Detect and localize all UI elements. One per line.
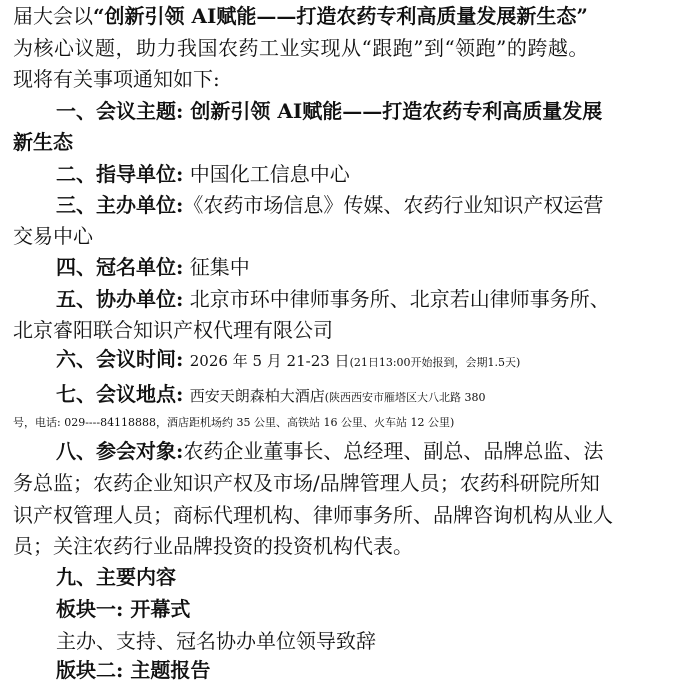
- item-venue-note: (陕西西安市雁塔区大八北路 380: [324, 391, 486, 404]
- item-theme-cont: 新生态: [13, 130, 73, 154]
- item-host-cont: 交易中心: [13, 224, 93, 248]
- item-time-label: 六、会议时间:: [56, 347, 184, 371]
- item-title-sponsor: [56, 253, 680, 281]
- item-theme-label: 一、会议主题:: [56, 99, 184, 123]
- item-venue-label: 七、会议地点:: [56, 382, 184, 406]
- item-co-org-cont: 北京睿阳联合知识产权代理有限公司: [13, 318, 333, 342]
- block1-text: 主办、支持、冠名协办单位领导致辞: [56, 629, 376, 653]
- item-audience-cont-3: 员；关注农药行业品牌投资的投资机构代表。: [13, 534, 413, 558]
- item-title-sponsor-label: 四、冠名单位:: [56, 255, 184, 279]
- intro-line-2: 为核心议题，助力我国农药工业实现从“跟跑”到“领跑”的跨越。: [13, 36, 589, 60]
- item-time-value: 2026 年 5 月 21-23 日: [189, 352, 350, 370]
- intro-lead: 届大会以: [13, 4, 93, 28]
- intro-line-1: [13, 2, 680, 30]
- item-audience-cont-1: 务总监；农药企业知识产权及市场/品牌管理人员；农药科研院所知: [13, 471, 600, 495]
- item-guide-label: 二、指导单位:: [56, 162, 184, 186]
- item-host: [56, 191, 680, 219]
- item-co-org-value: 北京市环中律师事务所、北京若山律师事务所、: [189, 287, 610, 311]
- block2-title: 版块二: 主题报告: [56, 658, 211, 682]
- item-audience-cont-2: 识产权管理人员；商标代理机构、律师事务所、品牌咨询机构从业人: [13, 503, 613, 527]
- item-host-value: 《农药市场信息》传媒、农药行业知识产权运营: [183, 193, 604, 217]
- item-host-label: 三、主办单位:: [56, 193, 184, 217]
- theme-quote: “创新引领 AI赋能——打造农药专利高质量发展新生态”: [93, 4, 588, 28]
- item-time-note: (21日13:00开始报到，会期1.5天): [349, 356, 521, 369]
- item-time: [56, 345, 680, 377]
- item-theme-value: 创新引领 AI赋能——打造农药专利高质量发展: [190, 99, 603, 123]
- item-audience-value: 农药企业董事长、总经理、副总、品牌总监、法: [183, 439, 604, 463]
- item-audience: [56, 437, 680, 465]
- item-title-sponsor-value: 征集中: [189, 255, 250, 279]
- item-venue: [56, 380, 680, 412]
- item-venue-value: 西安天朗森柏大酒店: [189, 387, 325, 405]
- item-audience-label: 八、参会对象:: [56, 439, 184, 463]
- item-theme: [56, 97, 680, 125]
- intro-line-3: 现将有关事项通知如下:: [13, 67, 220, 91]
- item-co-org: [56, 285, 680, 313]
- item-guide: [56, 160, 680, 188]
- block1-title: 板块一: 开幕式: [56, 597, 191, 621]
- item-venue-cont: 号，电话: 029----84118888，酒店距机场约 35 公里、高铁站 16 公里、火车站 12 公里): [13, 416, 455, 429]
- item-co-org-label: 五、协办单位:: [56, 287, 184, 311]
- item-content-heading: 九、主要内容: [56, 565, 176, 589]
- item-guide-value: 中国化工信息中心: [189, 162, 350, 186]
